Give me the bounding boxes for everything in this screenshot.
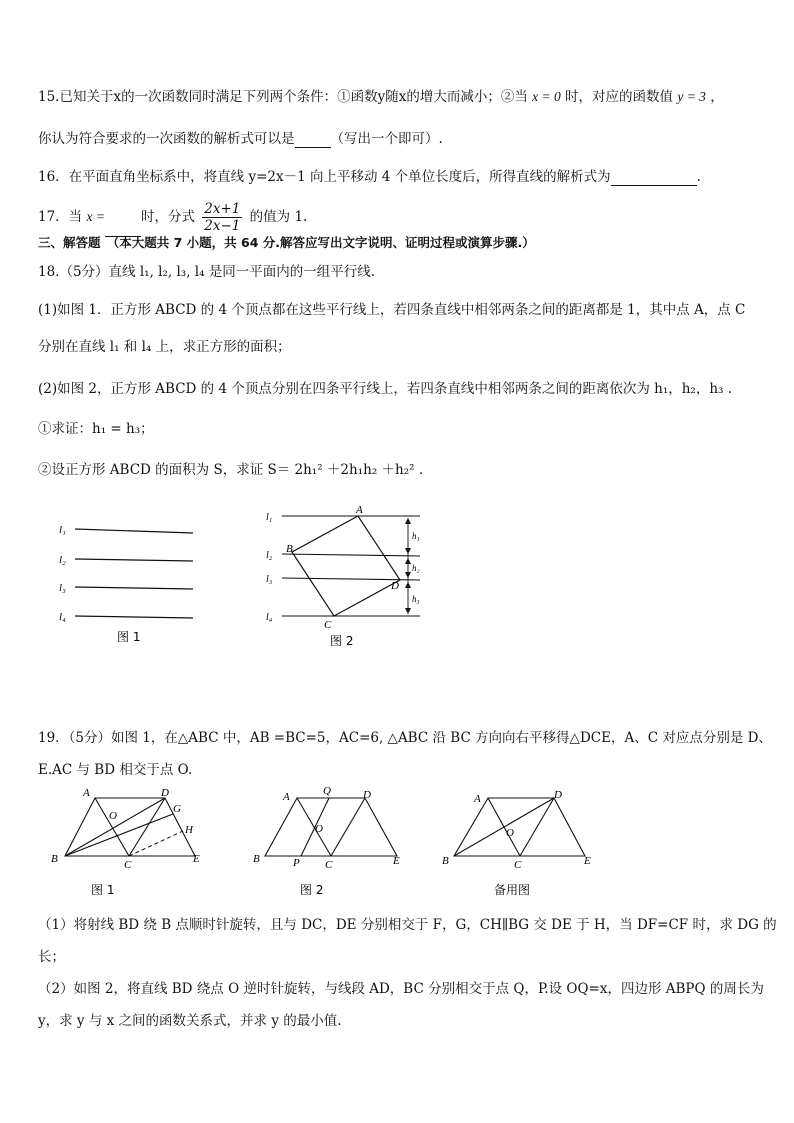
q19f2-A: A (283, 791, 290, 803)
q15-line1 (38, 88, 724, 106)
q19f1-caption: 图 1 (91, 883, 115, 897)
q17-fraction (202, 201, 242, 234)
q15-line2 (38, 130, 443, 148)
fig1-label-l2: l₂ (59, 554, 66, 566)
fig2-point-B: B (286, 543, 293, 555)
fig1-label-l3: l₃ (59, 582, 66, 594)
fig2-point-C: C (324, 619, 332, 631)
fig2-label-l3: l₃ (266, 574, 273, 585)
q19f2-B: B (253, 853, 260, 865)
q19f1-E: E (193, 853, 200, 865)
q17-text-a: 17．当 (38, 209, 83, 225)
q19f2-P: P (293, 857, 300, 869)
q19f2-Q: Q (323, 785, 331, 797)
q16-text: 16．在平面直角坐标系中，将直线 y=2x－1 向上平移动 4 个单位长度后，所得直线的解析式为 (38, 169, 611, 185)
q19-figure-2 (245, 784, 420, 902)
q19f3-caption: 备用图 (494, 883, 531, 897)
fig2-label-l4: l₄ (266, 612, 273, 623)
section-3-heading: 三、解答题 （本大题共 7 小题，共 64 分.解答应写出文字说明、证明过程或演算步骤.） (38, 235, 535, 250)
q18-part1-a: (1)如图 1．正方形 ABCD 的 4 个顶点都在这些平行线上，若四条直线中相邻两条之间的距离都是 1，其中点 A，点 C (38, 302, 746, 318)
q17-text-b: 时，分式 (140, 209, 195, 225)
q19-part2-b: y，求 y 与 x 之间的函数关系式，并求 y 的最小值. (38, 1013, 342, 1029)
fig2-h1: h₁ (412, 531, 420, 541)
q19f3-O: O (506, 827, 514, 839)
q17-text-c: 的值为 1. (249, 209, 308, 225)
fig2-h3: h₃ (412, 594, 420, 604)
q19f1-H: H (185, 824, 193, 836)
q19f2-O: O (315, 823, 323, 835)
q19f1-G: G (173, 803, 181, 815)
q18-figure-2 (262, 502, 432, 652)
fig1-caption: 图 1 (117, 630, 141, 644)
q18-part2: (2)如图 2，正方形 ABCD 的 4 个顶点分别在四条平行线上，若四条直线中相邻两条之间的距离依次为 h₁，h₂，h₃ . (38, 381, 733, 397)
q19f3-E: E (584, 855, 591, 867)
fig1-label-l4: l₄ (59, 611, 66, 623)
q18-head: 18.（5分）直线 l₁, l₂, l₃, l₄ 是同一平面内的一组平行线. (38, 264, 376, 280)
q17-x: x = (86, 209, 105, 224)
q19-part1-a: （1）将射线 BD 绕 B 点顺时针旋转，且与 DC，DE 分别相交于 F，G，CH∥BG 交 DE 于 H，当 DF=CF 时，求 DG 的 (38, 917, 777, 933)
q19f1-B: B (51, 853, 58, 865)
fig2-h2: h₂ (412, 563, 420, 573)
fig2-point-A: A (356, 504, 363, 516)
q19f2-D: D (363, 789, 371, 801)
q18-part1-b: 分别在直线 l₁ 和 l₄ 上，求正方形的面积； (38, 339, 291, 355)
q19-part1-b: 长； (38, 949, 65, 965)
q19f1-C: C (124, 859, 132, 871)
q18-figure-1 (55, 515, 205, 650)
q19-part2-a: （2）如图 2，将直线 BD 绕点 O 逆时针旋转，与线段 AD，BC 分别相交于点 Q，P.设 OQ=x，四边形 ABPQ 的周长为 (38, 981, 764, 997)
q19f3-C: C (514, 859, 522, 871)
fig2-label-l2: l₂ (266, 550, 273, 561)
q19-line2: E.AC 与 BD 相交于点 O. (38, 762, 193, 778)
q19f2-C: C (325, 859, 333, 871)
q19f2-E: E (393, 855, 400, 867)
q15-text3: ， (710, 89, 724, 105)
q19f2-caption: 图 2 (300, 883, 324, 897)
q15-answer-blank[interactable] (295, 133, 331, 148)
q19-figure-1 (45, 784, 220, 902)
fig2-caption: 图 2 (330, 634, 354, 648)
q19f1-D: D (161, 787, 169, 799)
q17-denominator: 2x−1 (204, 218, 241, 234)
q15-math1: x = 0 (532, 89, 561, 104)
q19f3-D: D (554, 789, 562, 801)
q19f3-B: B (442, 855, 449, 867)
fig2-point-D: D (391, 580, 399, 592)
q16-line (38, 168, 701, 186)
q19f3-A: A (474, 793, 481, 805)
q19-line1: 19．（5分）如图 1，在△ABC 中，AB =BC=5，AC=6, △ABC 沿 BC 方向向右平移得△DCE，A、C 对应点分别是 D、 (38, 730, 772, 746)
q19f1-A: A (83, 787, 90, 799)
fig1-label-l1: l₁ (59, 524, 66, 536)
q19f1-O: O (109, 810, 117, 822)
q16-end: . (696, 169, 701, 185)
fig2-label-l1: l₁ (266, 512, 273, 523)
q15-text5: （写出一个即可）. (330, 131, 443, 147)
q15-text2: 时，对应的函数值 (565, 89, 674, 105)
q16-answer-blank[interactable] (611, 171, 697, 186)
q17-line (38, 197, 307, 237)
q18-part2-a: ①求证：h₁ = h₃； (38, 421, 154, 437)
q19-spare-figure (440, 784, 615, 902)
q15-math2: y = 3 (677, 89, 706, 104)
q15-text1: 15.已知关于x的一次函数同时满足下列两个条件：①函数y随x的增大而减小；②当 (38, 89, 528, 105)
q15-text4: 你认为符合要求的一次函数的解析式可以是 (38, 131, 295, 147)
q17-numerator: 2x+1 (204, 201, 241, 217)
q18-part2-b: ②设正方形 ABCD 的面积为 S，求证 S＝ 2h₁² ＋2h₁h₂ ＋h₂² . (38, 462, 424, 478)
